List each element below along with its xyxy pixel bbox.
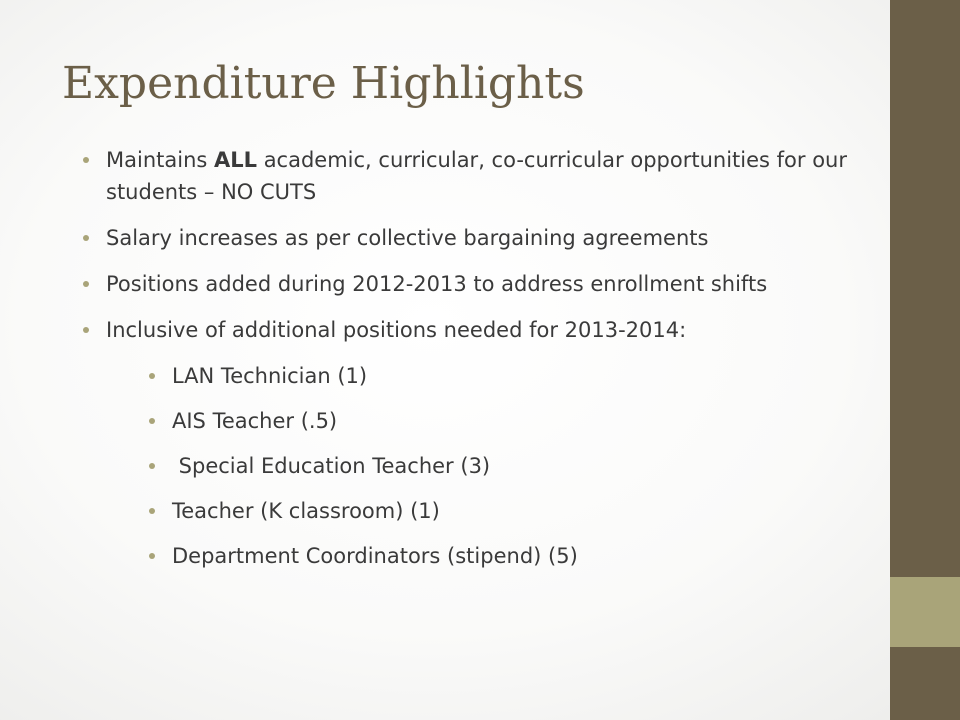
bullet-dot-icon (149, 508, 155, 514)
sub-bullet-item (146, 360, 870, 392)
bullet-text-post: academic, curricular, co-curricular opportunities for our students – NO CUTS (106, 148, 847, 204)
sub-bullet-text: Teacher (K classroom) (1) (172, 499, 440, 523)
bullet-item (80, 222, 870, 254)
sub-bullet-item (146, 450, 870, 482)
sidebar-accent-block (890, 577, 960, 647)
bullet-text: Salary increases as per collective bargaining agreements (106, 226, 709, 250)
bullet-dot-icon (83, 235, 89, 241)
sub-bullet-text: AIS Teacher (.5) (172, 409, 338, 433)
bullet-dot-icon (149, 463, 155, 469)
bullet-text: Inclusive of additional positions needed for 2013-2014: (106, 318, 687, 342)
bullet-dot-icon (149, 373, 155, 379)
bullet-dot-icon (83, 327, 89, 333)
bullet-item (80, 314, 870, 346)
decorative-sidebar (890, 0, 960, 720)
bullet-dot-icon (83, 281, 89, 287)
bullet-text (106, 148, 847, 204)
sub-bullet-item (146, 540, 870, 572)
sub-bullet-item (146, 405, 870, 437)
bullet-text-bold: ALL (214, 148, 258, 172)
sub-bullet-text: LAN Technician (1) (172, 364, 368, 388)
sub-bullet-text: Special Education Teacher (3) (172, 454, 491, 478)
bullet-text: Positions added during 2012-2013 to address enrollment shifts (106, 272, 768, 296)
sub-bullet-item (146, 495, 870, 527)
bullet-dot-icon (83, 157, 89, 163)
bullet-list (80, 144, 870, 585)
bullet-item (80, 268, 870, 300)
bullet-text-pre: Maintains (106, 148, 214, 172)
bullet-dot-icon (149, 418, 155, 424)
bullet-item (80, 144, 870, 208)
bullet-dot-icon (149, 553, 155, 559)
slide-title: Expenditure Highlights (62, 58, 585, 109)
sub-bullet-text: Department Coordinators (stipend) (5) (172, 544, 578, 568)
